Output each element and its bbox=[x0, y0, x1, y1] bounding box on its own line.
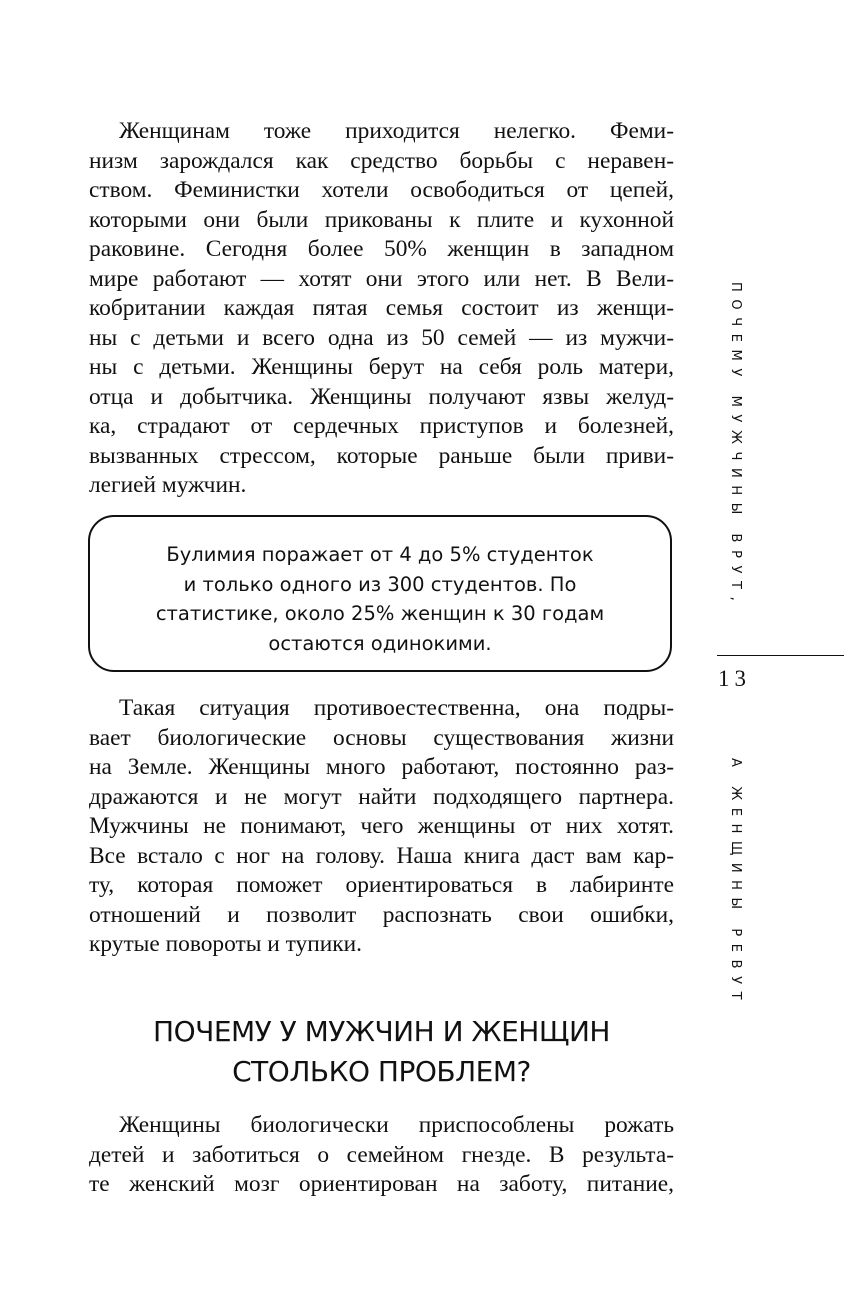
text-line: ны с детьми и всего одна из 50 семей — из мужчи- bbox=[89, 324, 674, 351]
text-line: на Земле. Женщины много работают, постоянно раз- bbox=[89, 754, 674, 780]
callout-line: Булимия поражает от 4 до 5% студенток bbox=[166, 543, 594, 566]
callout-text bbox=[90, 540, 670, 658]
text-line: вает биологические основы существования жизни bbox=[89, 724, 674, 751]
text-line: низм зарождался как средство борьбы с неравен- bbox=[89, 147, 674, 174]
callout-box bbox=[88, 515, 672, 672]
paragraph-1 bbox=[89, 117, 674, 501]
text-line: Мужчины не понимают, чего женщины от них хотят. bbox=[89, 813, 674, 839]
page-number-rule bbox=[717, 655, 844, 656]
text-line: отношений и позволит распознать свои ошибки, bbox=[89, 901, 674, 928]
text-line: те женский мозг ориентирован на заботу, питание, bbox=[89, 1171, 674, 1197]
text-line: которыми они были прикованы к плите и кухонной bbox=[89, 206, 674, 233]
running-title-part-1: ПОЧЕМУ МУЖЧИНЫ ВРУТ, bbox=[728, 282, 743, 609]
text-line: Женщинам тоже приходится нелегко. Феми- bbox=[119, 118, 674, 144]
callout-line: и только одного из 300 студентов. По bbox=[183, 572, 577, 596]
text-line: детей и заботиться о семейном гнезде. В результа- bbox=[89, 1141, 674, 1168]
text-line: раковине. Сегодня более 50% женщин в западном bbox=[89, 236, 674, 262]
heading-line: СТОЛЬКО ПРОБЛЕМ? bbox=[232, 1055, 531, 1088]
paragraph-3 bbox=[89, 1111, 674, 1200]
heading-line: ПОЧЕМУ У МУЖЧИН И ЖЕНЩИН bbox=[153, 1015, 610, 1048]
text-line: ту, которая поможет ориентироваться в лабиринте bbox=[89, 872, 674, 898]
paragraph-2 bbox=[89, 694, 674, 960]
text-line: крутые повороты и тупики. bbox=[89, 931, 363, 957]
text-line: Женщины биологически приспособлены рожать bbox=[119, 1112, 674, 1138]
text-line: кобритании каждая пятая семья состоит из женщи- bbox=[89, 295, 674, 321]
text-line: вызванных стрессом, которые раньше были приви- bbox=[89, 442, 674, 469]
callout-line: остаются одинокими. bbox=[268, 631, 492, 655]
callout-line: статистике, около 25% женщин к 30 годам bbox=[155, 602, 605, 625]
text-line: мире работают — хотят они этого или нет. В Вели- bbox=[89, 265, 674, 292]
text-line: отца и добытчика. Женщины получают язвы желуд- bbox=[89, 383, 674, 410]
text-line: Все встало с ног на голову. Наша книга даст вам кар- bbox=[89, 842, 674, 869]
text-line: Такая ситуация противоестественна, она подры- bbox=[119, 695, 674, 721]
text-line: ны с детьми. Женщины берут на себя роль матери, bbox=[89, 354, 674, 380]
text-line: ка, страдают от сердечных приступов и болезней, bbox=[89, 413, 674, 439]
text-line: дражаются и не могут найти подходящего партнера. bbox=[89, 783, 674, 810]
text-line: легией мужчин. bbox=[89, 472, 247, 498]
running-title-part-2: А ЖЕНЩИНЫ РЕВУТ bbox=[728, 758, 743, 1008]
text-line: ством. Феминистки хотели освободиться от цепей, bbox=[89, 177, 674, 203]
page-number: 13 bbox=[718, 666, 751, 691]
section-heading bbox=[89, 1012, 674, 1092]
